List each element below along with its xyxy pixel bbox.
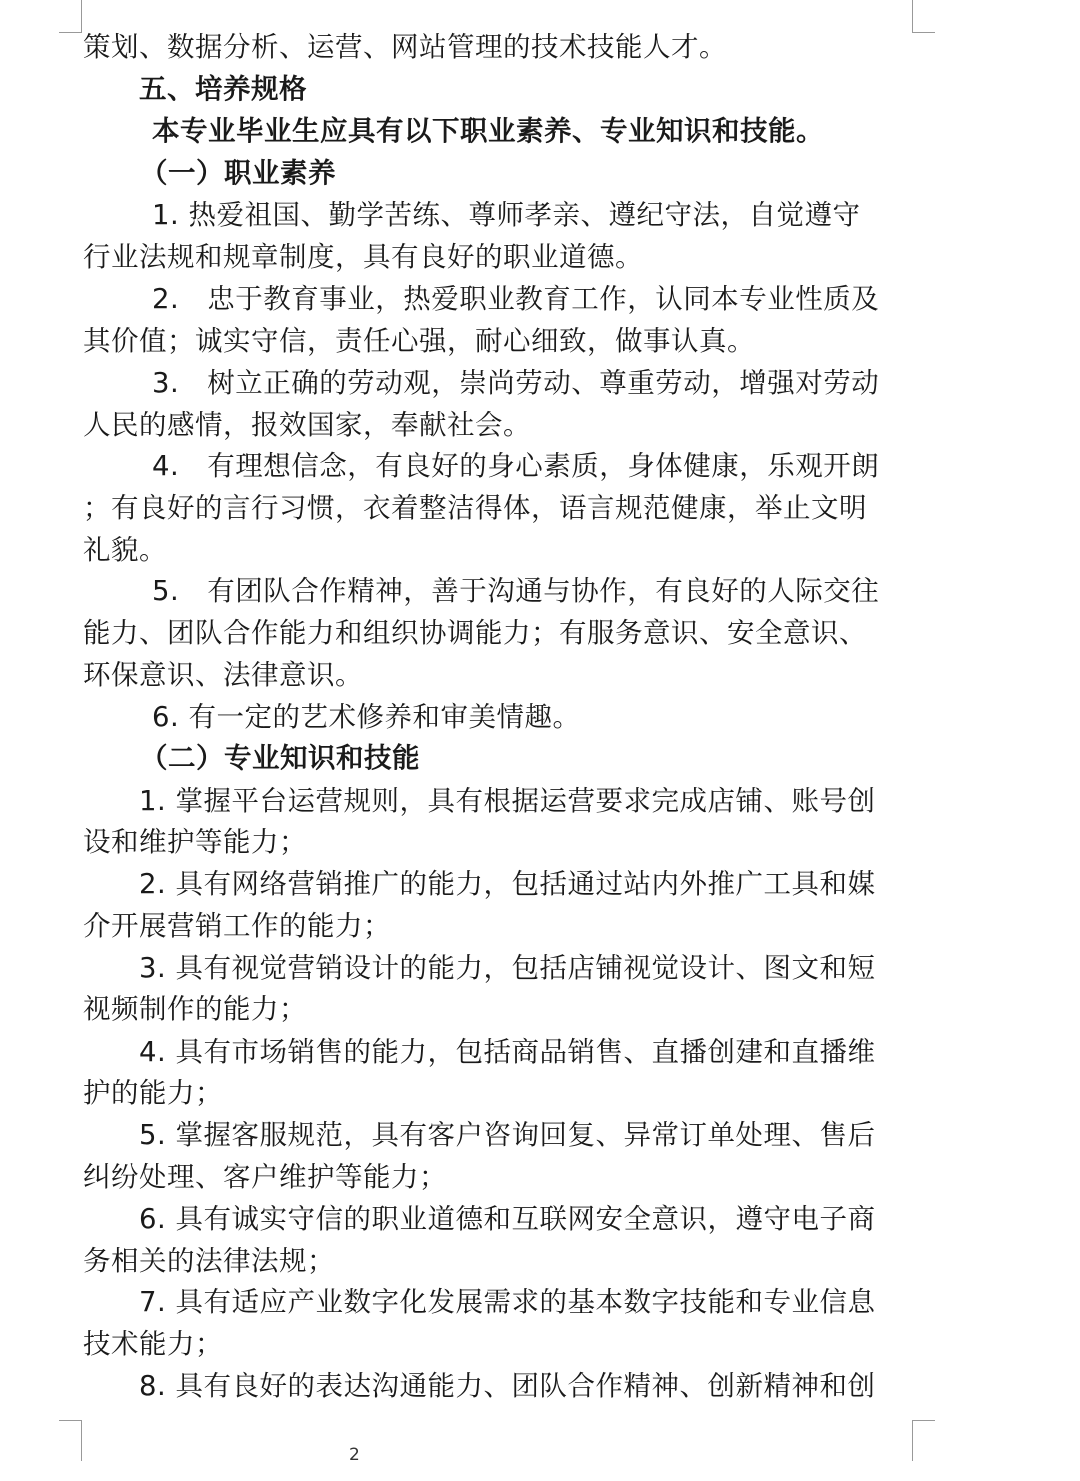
- list-item-5-line-1: 5. 有团队合作精神，善于沟通与协作，有良好的人际交往: [152, 575, 880, 607]
- crop-mark-top-right: [912, 0, 935, 33]
- skill-item-2-line-2: 介开展营销工作的能力；: [83, 910, 391, 942]
- section-heading: 五、培养规格: [139, 73, 307, 105]
- crop-mark-bottom-left: [59, 1420, 82, 1461]
- list-item-5-line-2: 能力、团队合作能力和组织协调能力；有服务意识、安全意识、: [83, 617, 867, 649]
- list-item-2-line-1: 2. 忠于教育事业，热爱职业教育工作，认同本专业性质及: [152, 283, 880, 315]
- list-item-2-line-2: 其价值；诚实守信，责任心强，耐心细致，做事认真。: [83, 325, 755, 357]
- skill-item-3-line-2: 视频制作的能力；: [83, 993, 307, 1025]
- skill-item-8-line-1: 8. 具有良好的表达沟通能力、团队合作精神、创新精神和创: [139, 1370, 876, 1402]
- list-item-4-line-2: ；有良好的言行习惯，衣着整洁得体，语言规范健康，举止文明: [83, 492, 867, 524]
- section-intro: 本专业毕业生应具有以下职业素养、专业知识和技能。: [152, 115, 824, 147]
- skill-item-4-line-2: 护的能力；: [83, 1077, 223, 1109]
- skill-item-1-line-1: 1. 掌握平台运营规则，具有根据运营要求完成店铺、账号创: [139, 785, 876, 817]
- list-item-3-line-1: 3. 树立正确的劳动观，崇尚劳动、尊重劳动，增强对劳动: [152, 367, 880, 399]
- list-item-6-line-1: 6. 有一定的艺术修养和审美情趣。: [152, 701, 581, 733]
- skill-item-5-line-2: 纠纷处理、客户维护等能力；: [83, 1161, 447, 1193]
- skill-item-4-line-1: 4. 具有市场销售的能力，包括商品销售、直播创建和直播维: [139, 1036, 876, 1068]
- crop-mark-bottom-right: [912, 1420, 935, 1461]
- skill-item-6-line-1: 6. 具有诚实守信的职业道德和互联网安全意识，遵守电子商: [139, 1203, 876, 1235]
- list-item-1-line-2: 行业法规和规章制度，具有良好的职业道德。: [83, 241, 643, 273]
- skill-item-1-line-2: 设和维护等能力；: [83, 826, 307, 858]
- subsection-heading-1: （一）职业素养: [140, 157, 336, 189]
- skill-item-2-line-1: 2. 具有网络营销推广的能力，包括通过站内外推广工具和媒: [139, 868, 876, 900]
- list-item-1-line-1: 1. 热爱祖国、勤学苦练、尊师孝亲、遵纪守法，自觉遵守: [152, 199, 861, 231]
- skill-item-7-line-2: 技术能力；: [83, 1328, 223, 1360]
- crop-mark-top-left: [59, 0, 82, 33]
- intro-tail-text: 策划、数据分析、运营、网站管理的技术技能人才。: [83, 31, 727, 63]
- skill-item-7-line-1: 7. 具有适应产业数字化发展需求的基本数字技能和专业信息: [139, 1286, 876, 1318]
- list-item-3-line-2: 人民的感情，报效国家，奉献社会。: [83, 409, 531, 441]
- page-number: 2: [349, 1445, 360, 1465]
- list-item-4-line-3: 礼貌。: [83, 534, 167, 566]
- skill-item-6-line-2: 务相关的法律法规；: [83, 1245, 335, 1277]
- subsection-heading-2: （二）专业知识和技能: [140, 742, 420, 774]
- list-item-5-line-3: 环保意识、法律意识。: [83, 659, 363, 691]
- list-item-4-line-1: 4. 有理想信念，有良好的身心素质，身体健康，乐观开朗: [152, 450, 880, 482]
- skill-item-3-line-1: 3. 具有视觉营销设计的能力，包括店铺视觉设计、图文和短: [139, 952, 876, 984]
- skill-item-5-line-1: 5. 掌握客服规范，具有客户咨询回复、异常订单处理、售后: [139, 1119, 876, 1151]
